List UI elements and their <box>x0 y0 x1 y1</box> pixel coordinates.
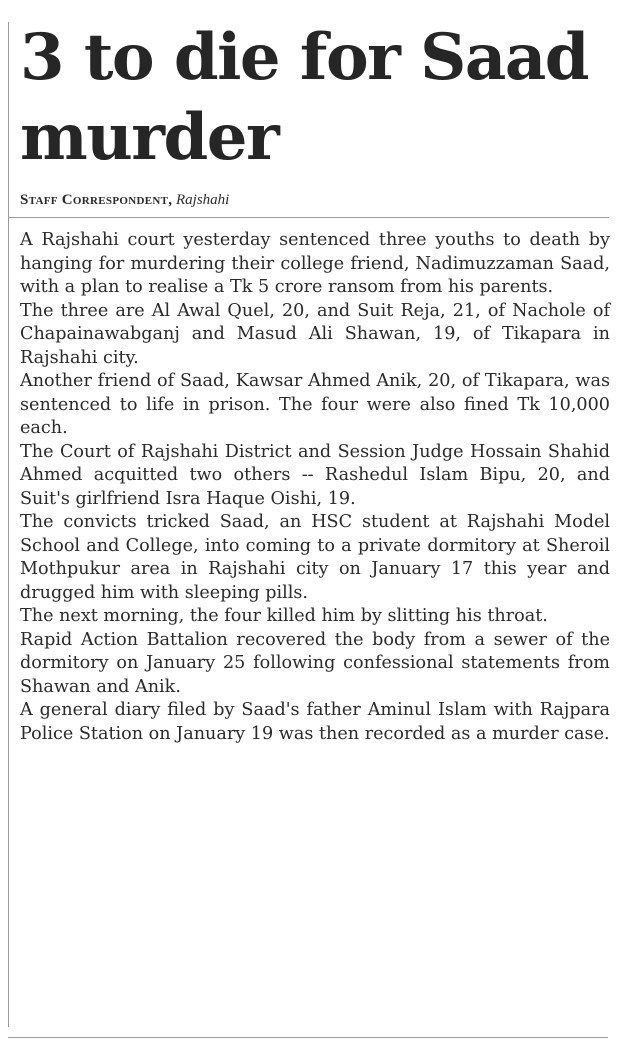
article-paragraph: The three are Al Awal Quel, 20, and Suit Reja, 21, of Nachole of Chapainawabganj and Masud Ali Shawan, 19, of Tikapara in Rajshahi city. <box>20 300 610 368</box>
article-paragraph: Rapid Action Battalion recovered the body from a sewer of the dormitory on January 25 following confessional statements from Shawan and Anik. <box>20 629 610 697</box>
article-paragraph: A general diary filed by Saad's father Aminul Islam with Rajpara Police Station on January 19 was then recorded as a murder case. <box>20 700 610 744</box>
byline-divider <box>8 217 609 218</box>
article-byline <box>20 192 610 209</box>
news-article <box>20 18 610 746</box>
article-paragraph: Another friend of Saad, Kawsar Ahmed Anik, 20, of Tikapara, was sentenced to life in prison. The four were also fined Tk 10,000 each. <box>20 371 610 438</box>
byline-location: Rajshahi <box>176 192 230 208</box>
article-paragraph: The next morning, the four killed him by slitting his throat. <box>20 606 548 626</box>
column-left-rule <box>8 22 9 1027</box>
article-body <box>20 229 610 746</box>
article-paragraph: The Court of Rajshahi District and Session Judge Hossain Shahid Ahmed acquitted two others -- Rashedul Islam Bipu, 20, and Suit's girlfriend Isra Haque Oishi, 19. <box>20 441 610 509</box>
article-paragraph: A Rajshahi court yesterday sentenced three youths to death by hanging for murdering their college friend, Nadimuzzaman Saad, with a plan to realise a Tk 5 crore ransom from his parents. <box>20 230 610 297</box>
article-headline: 3 to die for Saad murder <box>20 20 589 175</box>
byline-role: Staff Correspondent, <box>20 192 173 208</box>
article-paragraph: The convicts tricked Saad, an HSC student at Rajshahi Model School and College, into coming to a private dormitory at Sheroil Mothpukur area in Rajshahi city on January 17 this year and drugged him with sleeping pills. <box>20 512 610 603</box>
column-bottom-rule <box>8 1037 608 1038</box>
